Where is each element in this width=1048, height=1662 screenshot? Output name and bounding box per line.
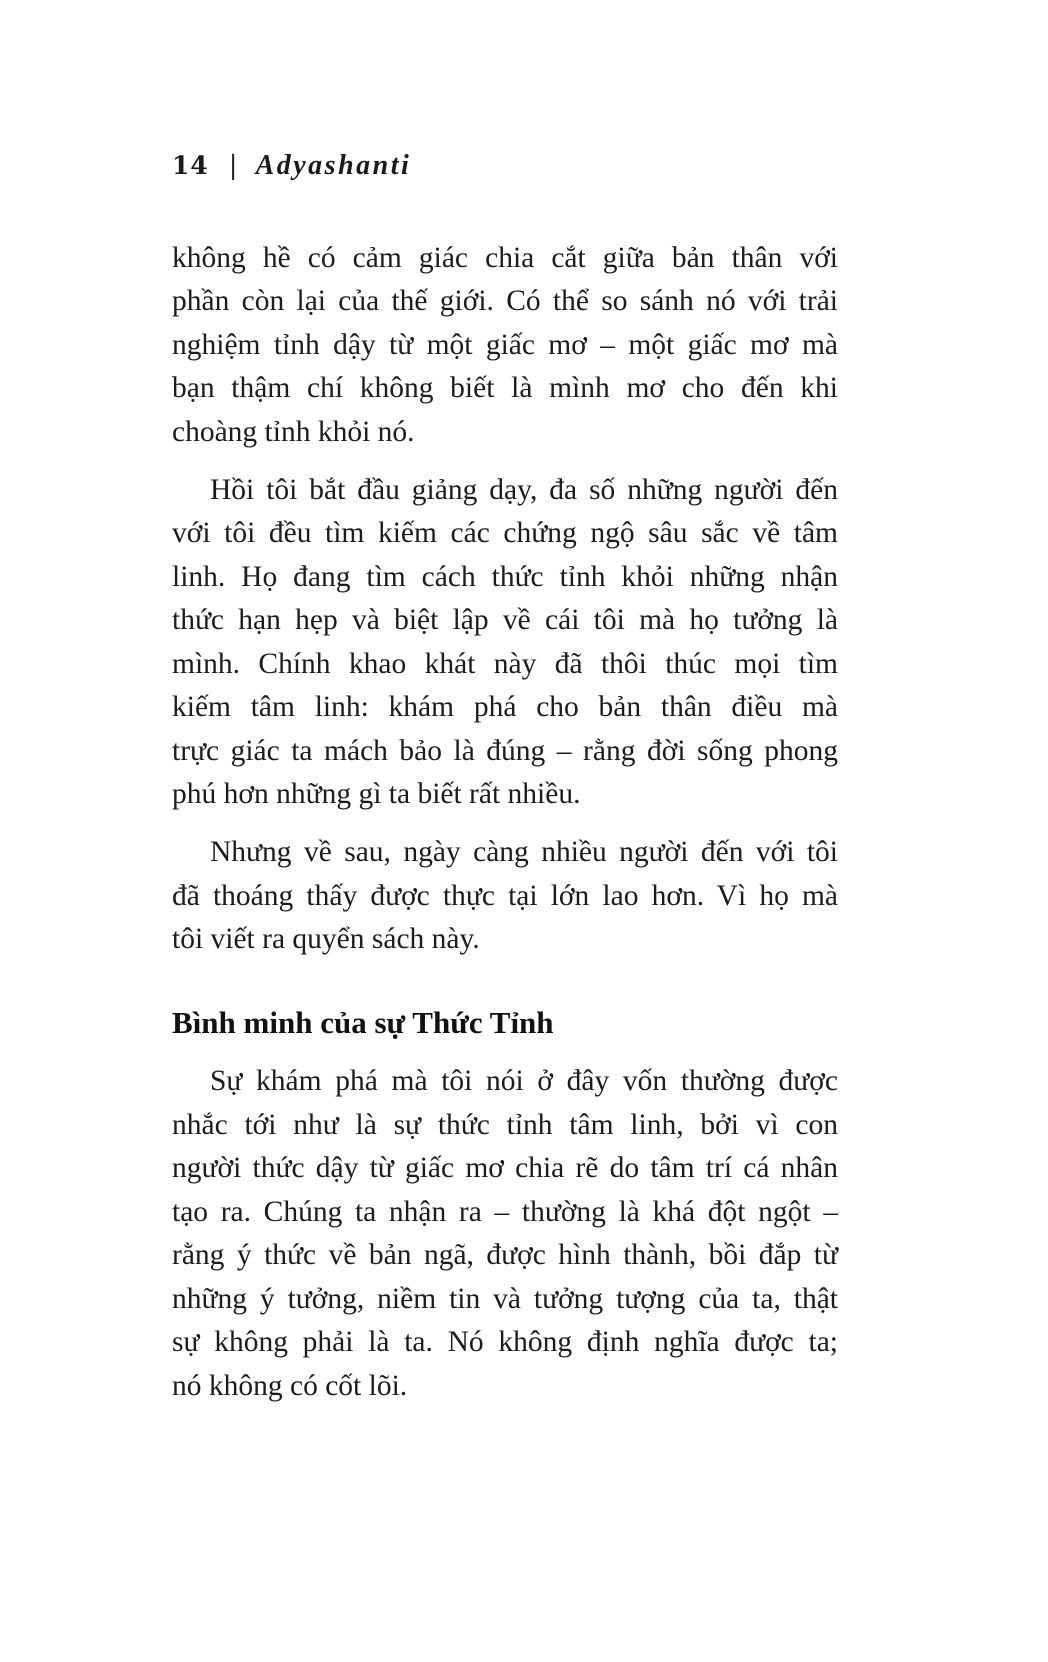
text-line: thức hạn hẹp và biệt lập về cái tôi mà họ tưởng là <box>172 604 838 636</box>
text-line: choàng tỉnh khỏi nó. <box>172 416 415 448</box>
text-line: với tôi đều tìm kiếm các chứng ngộ sâu sắc về tâm <box>172 517 838 549</box>
text-line: phú hơn những gì ta biết rất nhiều. <box>172 778 581 810</box>
text-line: linh. Họ đang tìm cách thức tỉnh khỏi những nhận <box>172 561 838 593</box>
text-line: nó không có cốt lõi. <box>172 1370 408 1402</box>
text-line: tạo ra. Chúng ta nhận ra – thường là khá đột ngột – <box>172 1196 838 1228</box>
text-line: đã thoáng thấy được thực tại lớn lao hơn. Vì họ mà <box>172 880 838 912</box>
text-line: kiếm tâm linh: khám phá cho bản thân điều mà <box>172 691 838 723</box>
page-number: 14 <box>172 151 209 180</box>
text-line: tôi viết ra quyển sách này. <box>172 923 480 955</box>
running-head-author: Adyashanti <box>255 150 412 181</box>
text-line: nhắc tới như là sự thức tỉnh tâm linh, bởi vì con <box>172 1109 838 1141</box>
running-head <box>172 150 411 190</box>
text-line: Sự khám phá mà tôi nói ở đây vốn thường được <box>210 1065 838 1097</box>
text-line: phần còn lại của thế giới. Có thể so sánh nó với trải <box>172 285 838 317</box>
section-heading: Bình minh của sự Thức Tỉnh <box>172 1005 554 1040</box>
text-line: trực giác ta mách bảo là đúng – rằng đời sống phong <box>172 735 838 767</box>
text-line: Nhưng về sau, ngày càng nhiều người đến với tôi <box>210 836 838 868</box>
text-line: người thức dậy từ giấc mơ chia rẽ do tâm trí cá nhân <box>172 1152 838 1184</box>
text-line: Hồi tôi bắt đầu giảng dạy, đa số những người đến <box>210 474 838 506</box>
running-head-separator: | <box>228 151 238 181</box>
text-line: mình. Chính khao khát này đã thôi thúc mọi tìm <box>172 648 838 680</box>
text-line: bạn thậm chí không biết là mình mơ cho đến khi <box>172 372 838 404</box>
text-line: sự không phải là ta. Nó không định nghĩa được ta; <box>172 1326 838 1358</box>
text-line: những ý tưởng, niềm tin và tưởng tượng của ta, thật <box>172 1283 838 1315</box>
text-line: rằng ý thức về bản ngã, được hình thành, bồi đắp từ <box>172 1239 838 1271</box>
text-line: nghiệm tỉnh dậy từ một giấc mơ – một giấc mơ mà <box>172 329 838 361</box>
text-line: không hề có cảm giác chia cắt giữa bản thân với <box>172 242 838 274</box>
